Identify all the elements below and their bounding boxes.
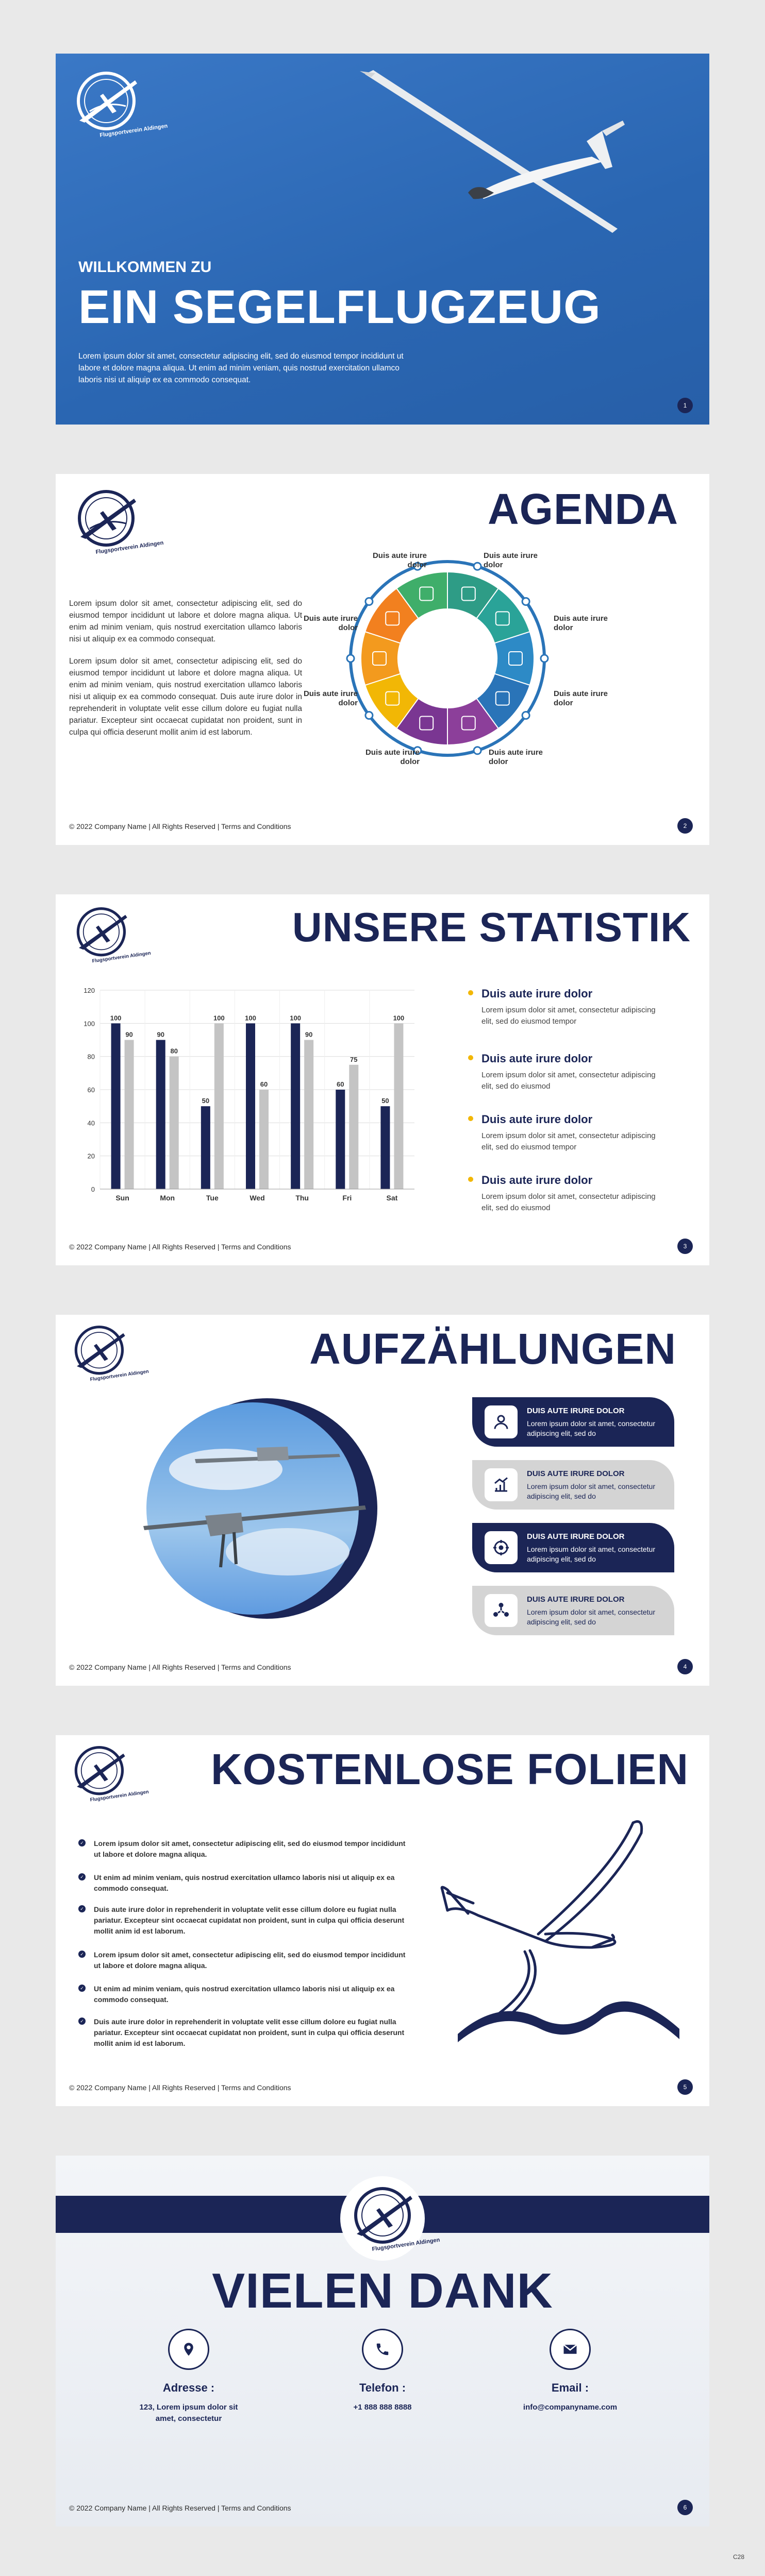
footer-text: © 2022 Company Name | All Rights Reserved | Terms and Conditions: [69, 822, 291, 831]
contact-label: Telefon :: [359, 2381, 406, 2394]
page-number: 6: [677, 2500, 693, 2515]
bar-value-label: 60: [337, 1080, 344, 1088]
network-icon: [492, 1538, 510, 1557]
people-icon: [492, 1413, 510, 1431]
stat-item: [468, 987, 664, 1027]
bar: [336, 1090, 345, 1189]
icon-circle: [168, 2329, 209, 2370]
stat-heading: Duis aute irure dolor: [481, 1052, 593, 1065]
bar-value-label: 100: [213, 1014, 225, 1022]
feature-heading: DUIS AUTE IRURE DOLOR: [527, 1406, 625, 1415]
stat-heading: Duis aute irure dolor: [481, 987, 593, 1000]
bar-value-label: 80: [170, 1047, 178, 1055]
footer-text: © 2022 Company Name | All Rights Reserved | Terms and Conditions: [69, 1663, 291, 1671]
bar: [170, 1057, 179, 1189]
y-tick-label: 100: [84, 1020, 95, 1028]
contact-email: [493, 2329, 647, 2413]
footer-text: © 2022 Company Name | All Rights Reserved | Terms and Conditions: [69, 2083, 291, 2092]
ring-dot: [365, 598, 373, 605]
bullet-text: Duis aute irure dolor in reprehenderit in voluptate velit esse cillum dolore eu fugiat nulla pariatur. Excepteur sint occaecat cupidatat non proident, sunt in culpa qui officia deserunt mollit anim id est laborum.: [94, 1905, 405, 1935]
bar: [214, 1023, 224, 1189]
x-tick-label: Fri: [342, 1194, 352, 1202]
feature-text: Lorem ipsum dolor sit amet, consectetur adipiscing elit, sed do: [527, 1545, 655, 1563]
glider-photo: [344, 64, 674, 249]
bullet-text: Duis aute irure dolor in reprehenderit in voluptate velit esse cillum dolore eu fugiat nulla pariatur. Excepteur sint occaecat cupidatat non proident, sunt in culpa qui officia deserunt mollit anim id est laborum.: [94, 2018, 405, 2047]
club-logo: [69, 65, 168, 142]
stat-text: Lorem ipsum dolor sit amet, consectetur adipiscing elit, sed do eiusmod tempor: [481, 1006, 656, 1026]
bullet-dot: [468, 1177, 473, 1182]
ring-dot: [474, 563, 481, 570]
bar-value-label: 90: [157, 1030, 164, 1039]
y-tick-label: 20: [87, 1152, 95, 1160]
drone-photo-circle: [133, 1397, 401, 1624]
feature-text: Lorem ipsum dolor sit amet, consectetur adipiscing elit, sed do: [527, 1482, 655, 1500]
check-icon: ✓: [78, 1951, 86, 1958]
bullet-item: [78, 1838, 408, 1860]
footer-text: © 2022 Company Name | All Rights Reserved | Terms and Conditions: [69, 2504, 291, 2512]
intro-description: Lorem ipsum dolor sit amet, consectetur adipiscing elit, sed do eiusmod tempor incididunt ut labore et dolore magna aliqua. Ut enim ad minim veniam, quis nostrud exercitation ullamco laboris nisi ut aliquip ex ea commodo consequat.: [78, 352, 404, 384]
feature-text: Lorem ipsum dolor sit amet, consectetur adipiscing elit, sed do: [527, 1419, 655, 1437]
stat-item: [468, 1052, 664, 1092]
bullet-item: [78, 1904, 408, 1937]
bullet-text: Ut enim ad minim veniam, quis nostrud exercitation ullamco laboris nisi ut aliquip ex ea commodo consequat.: [94, 1873, 395, 1892]
y-tick-label: 80: [87, 1053, 95, 1061]
ring-dot: [365, 712, 373, 719]
feature-item: [472, 1586, 674, 1635]
phone-icon: [375, 2342, 390, 2357]
stat-text: Lorem ipsum dolor sit amet, consectetur adipiscing elit, sed do eiusmod: [481, 1071, 656, 1091]
icon-badge: [485, 1405, 518, 1438]
feature-item: [472, 1397, 674, 1447]
team-icon: [492, 1601, 510, 1620]
agenda-item-label: Duis aute irure dolor: [484, 551, 538, 569]
bar-value-label: 100: [110, 1014, 122, 1022]
stat-item: [468, 1174, 664, 1214]
bullet-item: [78, 1950, 408, 1971]
bar: [394, 1023, 403, 1189]
logo-badge: [340, 2176, 441, 2261]
slide-title: AUFZÄHLUNGEN: [309, 1325, 676, 1373]
stat-heading: Duis aute irure dolor: [481, 1174, 593, 1187]
bar-value-label: 50: [381, 1097, 389, 1105]
bar: [304, 1040, 313, 1190]
agenda-item-label: Duis aute irure dolor: [365, 748, 420, 766]
feature-item: [472, 1523, 674, 1572]
x-tick-label: Mon: [160, 1194, 175, 1202]
bar: [259, 1090, 269, 1189]
slide-title: KOSTENLOSE FOLIEN: [210, 1745, 689, 1793]
bar-value-label: 90: [305, 1030, 313, 1039]
y-tick-label: 40: [87, 1119, 95, 1127]
svg-text:Flugsportverein Aldingen: Flugsportverein Aldingen: [90, 1368, 149, 1383]
slide-agenda: [56, 474, 709, 845]
slide-thanks: [56, 2156, 709, 2527]
agenda-text: [69, 598, 302, 749]
y-tick-label: 0: [91, 1185, 95, 1193]
bar-value-label: 100: [393, 1014, 405, 1022]
main-title: EIN SEGELFLUGZEUG: [78, 281, 601, 333]
contact-address: [111, 2329, 266, 2425]
agenda-item-label: Duis aute irure dolor: [372, 551, 427, 569]
club-logo: [69, 482, 164, 560]
ring-dot: [347, 655, 354, 662]
bar: [156, 1040, 165, 1190]
page-number: 5: [677, 2079, 693, 2095]
x-tick-label: Sat: [386, 1194, 398, 1202]
page-mark: C28: [733, 2553, 744, 2561]
ring-dot: [541, 655, 548, 662]
bar-chart: [76, 985, 422, 1207]
stat-item: [468, 1113, 664, 1153]
bar-value-label: 50: [202, 1097, 210, 1105]
stat-text: Lorem ipsum dolor sit amet, consectetur adipiscing elit, sed do eiusmod: [481, 1192, 656, 1212]
club-logo: [345, 2179, 441, 2257]
club-logo: [67, 1319, 149, 1386]
agenda-item-label: Duis aute irure dolor: [303, 614, 358, 632]
wheel-center: [399, 610, 496, 707]
bar: [111, 1023, 121, 1189]
check-icon: ✓: [78, 1905, 86, 1912]
icon-badge: [485, 1531, 518, 1564]
location-pin-icon: [181, 2342, 196, 2357]
x-tick-label: Wed: [250, 1194, 265, 1202]
agenda-item-label: Duis aute irure dolor: [303, 689, 358, 707]
bar: [201, 1106, 210, 1189]
icon-badge: [485, 1468, 518, 1501]
bullet-text: Lorem ipsum dolor sit amet, consectetur adipiscing elit, sed do eiusmod tempor incididunt ut labore et dolore magna aliqua.: [94, 1839, 406, 1858]
contact-value: +1 888 888 8888: [353, 2403, 412, 2412]
bar: [246, 1023, 255, 1189]
check-icon: ✓: [78, 1985, 86, 1992]
icon-circle: [550, 2329, 591, 2370]
bar-value-label: 90: [125, 1030, 133, 1039]
bar-value-label: 100: [245, 1014, 256, 1022]
glider-outline-drawing: [437, 1812, 685, 2049]
agenda-wheel: [344, 555, 551, 761]
bullet-item: [78, 1872, 408, 1894]
slide-title: AGENDA: [487, 485, 678, 533]
feature-text: Lorem ipsum dolor sit amet, consectetur adipiscing elit, sed do: [527, 1608, 655, 1626]
ring-dot: [522, 712, 529, 719]
stat-heading: Duis aute irure dolor: [481, 1113, 593, 1126]
bar: [291, 1023, 300, 1189]
slide-title: UNSERE STATISTIK: [292, 904, 691, 950]
contact-label: Email :: [551, 2381, 589, 2394]
x-tick-label: Sun: [115, 1194, 129, 1202]
slide-free: [56, 1735, 709, 2106]
feature-item: [472, 1460, 674, 1510]
ring-dot: [474, 747, 481, 754]
x-tick-label: Thu: [295, 1194, 309, 1202]
x-tick-label: Tue: [206, 1194, 219, 1202]
svg-text:Flugsportverein Aldingen: Flugsportverein Aldingen: [90, 1789, 149, 1803]
bar-value-label: 100: [290, 1014, 301, 1022]
bullet-text: Lorem ipsum dolor sit amet, consectetur adipiscing elit, sed do eiusmod tempor incididunt ut labore et dolore magna aliqua.: [94, 1951, 406, 1970]
feature-heading: DUIS AUTE IRURE DOLOR: [527, 1469, 625, 1478]
bar-value-label: 60: [260, 1080, 268, 1088]
svg-text:Flugsportverein Aldingen: Flugsportverein Aldingen: [371, 2236, 441, 2253]
ring-dot: [522, 598, 529, 605]
page-number: 4: [677, 1659, 693, 1674]
svg-text:Flugsportverein Aldingen: Flugsportverein Aldingen: [92, 950, 152, 964]
agenda-paragraph-2: Lorem ipsum dolor sit amet, consectetur adipiscing elit, sed do eiusmod tempor incididunt ut labore et dolore magna aliqua. Ut enim ad minim veniam, quis nostrud exercitation ullamco laboris nisi ut aliquip ex ea commodo consequat. Duis aute irure dolor in reprehenderit in voluptate velit esse cillum dolore eu fugiat nulla pariatur. Excepteur sint occaecat cupidatat non proident, sunt in culpa qui officia deserunt mollit anim id est laborum.: [69, 657, 302, 737]
agenda-item-label: Duis aute irure dolor: [554, 689, 608, 707]
icon-circle: [362, 2329, 403, 2370]
y-tick-label: 120: [84, 987, 95, 994]
slide-list: [56, 1315, 709, 1686]
agenda-paragraph-1: Lorem ipsum dolor sit amet, consectetur adipiscing elit, sed do eiusmod tempor incididunt ut labore et dolore magna aliqua. Ut enim ad minim veniam, quis nostrud exercitation ullamco laboris nisi ut aliquip ex ea commodo consequat.: [69, 599, 302, 643]
contact-phone: [305, 2329, 460, 2413]
bullet-dot: [468, 1116, 473, 1121]
envelope-icon: [562, 2342, 578, 2357]
club-logo: [67, 1739, 149, 1806]
page-number: 1: [677, 398, 693, 413]
bar: [349, 1065, 358, 1189]
contact-value: 123, Lorem ipsum dolor sit amet, consectetur: [139, 2403, 238, 2423]
contact-label: Adresse :: [162, 2381, 215, 2394]
svg-text:Flugsportverein Aldingen: Flugsportverein Aldingen: [95, 539, 164, 556]
footer-text: © 2022 Company Name | All Rights Reserved | Terms and Conditions: [69, 1243, 291, 1251]
page-number: 3: [677, 1239, 693, 1254]
bullet-dot: [468, 1055, 473, 1060]
slide-title: VIELEN DANK: [212, 2263, 553, 2318]
check-icon: ✓: [78, 2018, 86, 2025]
agenda-item-label: Duis aute irure dolor: [554, 614, 608, 632]
bullet-item: [78, 1984, 408, 2005]
contact-value: info@companyname.com: [523, 2403, 618, 2412]
bar: [125, 1040, 134, 1190]
feature-heading: DUIS AUTE IRURE DOLOR: [527, 1595, 625, 1604]
check-icon: ✓: [78, 1873, 86, 1880]
welcome-text: WILLKOMMEN ZU: [78, 259, 212, 276]
bullet-dot: [468, 990, 473, 995]
page-number: 2: [677, 818, 693, 834]
feature-heading: DUIS AUTE IRURE DOLOR: [527, 1532, 625, 1541]
bullet-item: [78, 2016, 408, 2049]
agenda-item-label: Duis aute irure dolor: [489, 748, 543, 766]
club-logo: [69, 901, 152, 968]
check-icon: ✓: [78, 1839, 86, 1846]
bar-value-label: 75: [350, 1055, 358, 1063]
slide-statistics: [56, 894, 709, 1265]
bullet-text: Ut enim ad minim veniam, quis nostrud exercitation ullamco laboris nisi ut aliquip ex ea commodo consequat.: [94, 1985, 395, 2004]
svg-text:Flugsportverein Aldingen: Flugsportverein Aldingen: [99, 123, 168, 139]
icon-badge: [485, 1594, 518, 1627]
bar: [380, 1106, 390, 1189]
slide-title: [56, 54, 709, 425]
growth-chart-icon: [492, 1476, 510, 1494]
stat-text: Lorem ipsum dolor sit amet, consectetur adipiscing elit, sed do eiusmod tempor: [481, 1131, 656, 1151]
y-tick-label: 60: [87, 1086, 95, 1094]
